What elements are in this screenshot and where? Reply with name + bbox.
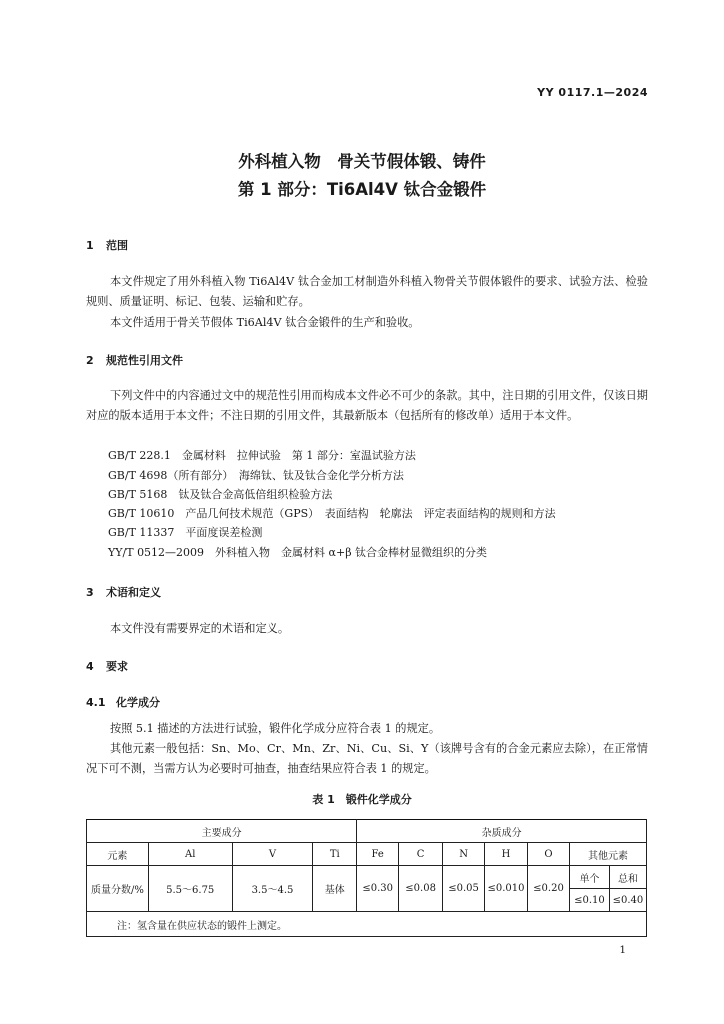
title-line-1: 外科植入物 骨关节假体锻、铸件 (238, 152, 486, 171)
element-cell: Fe (357, 843, 399, 866)
section-number: 3 (86, 586, 94, 599)
other-elements-header: 其他元素 (569, 843, 646, 866)
element-cell: H (485, 843, 528, 866)
normative-reference: YY/T 0512—2009 外科植入物 金属材料 α+β 钛合金棒材显微组织的分类 (108, 546, 488, 559)
section-4-1-paragraph-2: 其他元素一般包括：Sn、Mo、Cr、Mn、Zr、Ni、Cu、Si、Y（该牌号含有的合金元素应去除），在正常情况下可不测，当需方认为必要时可抽查，抽查结果应符合表 1 的规定。 (86, 742, 648, 775)
element-cell: C (399, 843, 443, 866)
other-single-header: 单个 (569, 866, 609, 889)
section-title: 范围 (106, 239, 128, 252)
section-number: 4 (86, 660, 94, 673)
section-title: 要求 (106, 660, 128, 673)
table-row (87, 820, 647, 843)
table-row (87, 912, 647, 937)
normative-reference: GB/T 10610 产品几何技术规范（GPS） 表面结构 轮廓法 评定表面结构的规则和方法 (108, 507, 556, 520)
value-cell: 5.5～6.75 (148, 866, 232, 912)
table-header-impurity: 杂质成分 (357, 820, 647, 843)
value-cell: ≤0.30 (357, 866, 399, 912)
standard-code: YY 0117.1—2024 (537, 86, 648, 99)
section-title: 化学成分 (116, 696, 160, 709)
section-title: 术语和定义 (106, 586, 161, 599)
section-2-paragraph-1: 下列文件中的内容通过文中的规范性引用而构成本文件必不可少的条款。其中，注日期的引用文件，仅该日期对应的版本适用于本文件；不注日期的引用文件，其最新版本（包括所有的修改单）适用于本文件。 (86, 389, 648, 422)
table-row (87, 866, 647, 889)
value-cell: ≤0.05 (443, 866, 485, 912)
element-cell: V (232, 843, 313, 866)
section-number: 1 (86, 239, 94, 252)
row-label-mass-fraction: 质量分数/% (87, 866, 149, 912)
section-3-heading (86, 584, 161, 600)
section-1-paragraph-2: 本文件适用于骨关节假体 Ti6Al4V 钛合金锻件的生产和验收。 (110, 316, 420, 329)
section-4-1-heading (86, 694, 160, 710)
normative-reference: GB/T 228.1 金属材料 拉伸试验 第 1 部分：室温试验方法 (108, 449, 416, 462)
section-title: 规范性引用文件 (106, 354, 183, 367)
element-cell: Ti (313, 843, 357, 866)
value-cell: ≤0.010 (485, 866, 528, 912)
section-number: 4.1 (86, 696, 106, 709)
table-note: 注：氢含量在供应状态的锻件上测定。 (87, 912, 647, 937)
title-line-2: 第 1 部分：Ti6Al4V 钛合金锻件 (237, 180, 487, 199)
other-total-header: 总和 (609, 866, 646, 889)
element-cell: O (528, 843, 570, 866)
value-cell: 基体 (313, 866, 357, 912)
normative-reference: GB/T 5168 钛及钛合金高低倍组织检验方法 (108, 488, 333, 501)
element-cell: N (443, 843, 485, 866)
value-cell: ≤0.20 (528, 866, 570, 912)
other-single-value: ≤0.10 (569, 889, 609, 912)
table-header-main: 主要成分 (87, 820, 357, 843)
section-1-heading (86, 237, 128, 253)
table-caption: 表 1 锻件化学成分 (312, 793, 412, 806)
element-cell: Al (148, 843, 232, 866)
page-number: 1 (619, 944, 626, 956)
chemical-composition-table (86, 819, 647, 937)
row-label-element: 元素 (87, 843, 149, 866)
section-number: 2 (86, 354, 94, 367)
section-2-heading (86, 352, 183, 368)
normative-reference: GB/T 4698（所有部分） 海绵钛、钛及钛合金化学分析方法 (108, 469, 404, 482)
section-4-1-paragraph-1: 按照 5.1 描述的方法进行试验，锻件化学成分应符合表 1 的规定。 (110, 722, 441, 735)
normative-reference: GB/T 11337 平面度误差检测 (108, 526, 263, 539)
other-total-value: ≤0.40 (609, 889, 646, 912)
section-3-paragraph-1: 本文件没有需要界定的术语和定义。 (110, 622, 290, 635)
table-row (87, 843, 647, 866)
value-cell: 3.5～4.5 (232, 866, 313, 912)
section-1-paragraph-1: 本文件规定了用外科植入物 Ti6Al4V 钛合金加工材制造外科植入物骨关节假体锻件的要求、试验方法、检验规则、质量证明、标记、包装、运输和贮存。 (86, 275, 648, 308)
value-cell: ≤0.08 (399, 866, 443, 912)
section-4-heading (86, 658, 128, 674)
